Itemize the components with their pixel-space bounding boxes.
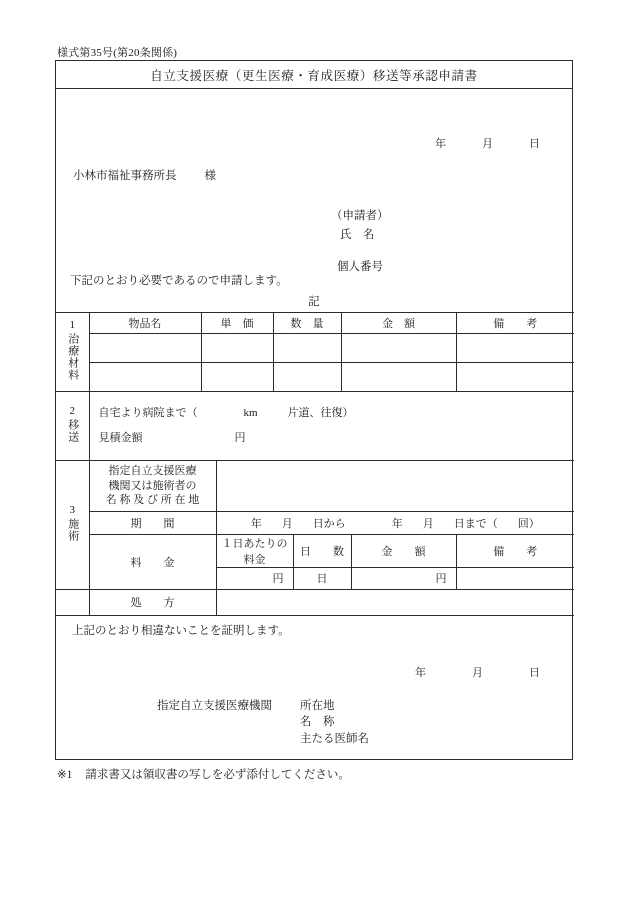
period-count-unit: 回）	[517, 517, 540, 530]
section3-number: 3	[69, 503, 75, 516]
section2-estimate-line	[99, 426, 575, 451]
section3-label: 施術	[66, 517, 79, 542]
applicant-label: （申請者）	[331, 210, 389, 222]
section2-estimate-unit: 円	[234, 432, 246, 444]
section1-r2-amount[interactable]	[341, 363, 456, 392]
section1-table	[56, 312, 574, 392]
section1-r2-item[interactable]	[89, 363, 201, 392]
certification-sentence: 上記のとおり相違ないことを証明します。	[72, 624, 290, 637]
section2-line1-prefix: 自宅より病院まで（	[98, 407, 198, 419]
form-frame	[55, 60, 573, 760]
fee-col-remarks: 備 考	[456, 534, 574, 567]
section1-r2-unitprice[interactable]	[201, 363, 273, 392]
application-date-month: 月	[482, 138, 493, 150]
section1-r1-quantity[interactable]	[273, 334, 341, 363]
page-title: 自立支援医療（更生医療・育成医療）移送等承認申請書	[150, 68, 478, 83]
certification-date-line	[415, 664, 540, 680]
section2-label: 移送	[66, 419, 79, 443]
application-date-year: 年	[435, 138, 446, 150]
section2-estimate-label: 見積金額	[98, 432, 143, 444]
section1-col-amount: 金 額	[341, 313, 456, 334]
section1-r2-remarks[interactable]	[456, 363, 574, 392]
section1-r2-quantity[interactable]	[273, 363, 341, 392]
section3-fee-label: 料 金	[89, 534, 216, 589]
fee-value-perday[interactable]: 円	[216, 567, 293, 589]
addressee-honorific: 様	[204, 170, 216, 182]
section3-period-row	[56, 511, 574, 534]
application-date-line	[435, 135, 540, 151]
section2-distance-unit: km	[243, 407, 258, 419]
section2-body-cell[interactable]	[89, 392, 574, 461]
certification-date-year: 年	[415, 666, 426, 679]
fee-col-perday: １日あたりの料金	[216, 534, 293, 567]
fee-col-amount: 金 額	[351, 534, 456, 567]
fee-value-days[interactable]: 日	[293, 567, 351, 589]
agency-label-line3: 名 称 及 び 所 在 地	[105, 494, 200, 506]
footnote-text: 請求書又は領収書の写しを必ず添付してください。	[85, 769, 350, 781]
section2-distance-line	[99, 401, 575, 426]
header-block	[56, 89, 572, 293]
footnote-marker: ※1	[57, 769, 73, 781]
section1-number: 1	[69, 319, 75, 331]
period-year-from: 年	[250, 517, 262, 530]
footnote	[57, 766, 350, 782]
fee-value-remarks[interactable]	[456, 567, 574, 589]
table-row	[56, 334, 574, 363]
certification-agency-heading: 指定自立支援医療機関	[157, 699, 272, 712]
section3-agency-row	[56, 461, 574, 511]
section3-period-label: 期 間	[89, 511, 216, 534]
section1-col-unitprice: 単 価	[201, 313, 273, 334]
agency-label-line1: 指定自立支援医療	[108, 465, 197, 477]
table-row	[56, 363, 574, 392]
fee-col-days: 日 数	[293, 534, 351, 567]
section1-header-row	[56, 313, 574, 334]
individual-number-label: 個人番号	[337, 261, 383, 273]
certification-date-month: 月	[472, 666, 483, 679]
section3-prescription-label: 処 方	[89, 589, 216, 615]
agency-label-line2: 機関又は施術者の	[108, 479, 197, 492]
section3-label-cell	[56, 461, 89, 589]
section2-row	[56, 392, 574, 461]
period-year-to: 年	[391, 517, 403, 530]
certification-fields	[300, 698, 369, 748]
certification-field-name[interactable]: 名 称	[300, 716, 335, 728]
applicant-name-label: 氏 名	[340, 229, 375, 241]
section3-prescription-value[interactable]	[216, 589, 574, 615]
addressee-line	[73, 167, 216, 183]
application-date-day: 日	[529, 138, 540, 150]
form-title-row	[56, 61, 572, 89]
ki-label: 記	[308, 296, 320, 308]
section3-prescription-row	[56, 589, 574, 615]
certification-field-address[interactable]: 所在地	[300, 699, 335, 712]
certification-field-doctor[interactable]: 主たる医師名	[300, 732, 369, 745]
addressee-name: 小林市福祉事務所長	[73, 170, 177, 182]
section1-label: 治療材料	[66, 333, 79, 381]
section1-r1-unitprice[interactable]	[201, 334, 273, 363]
section3-agency-value[interactable]	[216, 461, 574, 511]
certification-date-day: 日	[529, 666, 540, 679]
section1-col-remarks: 備 考	[456, 313, 574, 334]
section3-fee-header-row	[56, 534, 574, 567]
form-number: 様式第35号(第20条関係)	[57, 47, 178, 59]
period-month-to: 月	[422, 517, 434, 530]
certification-block	[56, 616, 572, 771]
period-from-suffix: 日から	[312, 517, 346, 530]
period-to-suffix: 日まで（	[453, 517, 498, 530]
request-sentence: 下記のとおり必要であるので申請します。	[70, 275, 288, 287]
section3-agency-label-cell	[89, 461, 216, 511]
section3-label-spacer	[56, 589, 89, 615]
certification-signature-block	[157, 698, 369, 748]
section1-label-cell	[56, 313, 89, 392]
applicant-block	[331, 207, 389, 277]
section2-table	[56, 392, 574, 461]
section1-r1-remarks[interactable]	[456, 334, 574, 363]
section2-body	[90, 392, 575, 460]
section1-r1-item[interactable]	[89, 334, 201, 363]
section1-col-item: 物品名	[89, 313, 201, 334]
section2-line1-suffix: 片道、往復）	[287, 407, 354, 419]
section2-label-cell	[56, 392, 89, 461]
section2-number: 2	[69, 405, 75, 417]
section3-table	[56, 461, 574, 616]
period-month-from: 月	[281, 517, 293, 530]
section3-period-value[interactable]	[216, 511, 574, 534]
section1-col-quantity: 数 量	[273, 313, 341, 334]
fee-value-amount[interactable]: 円	[351, 567, 456, 589]
section1-r1-amount[interactable]	[341, 334, 456, 363]
